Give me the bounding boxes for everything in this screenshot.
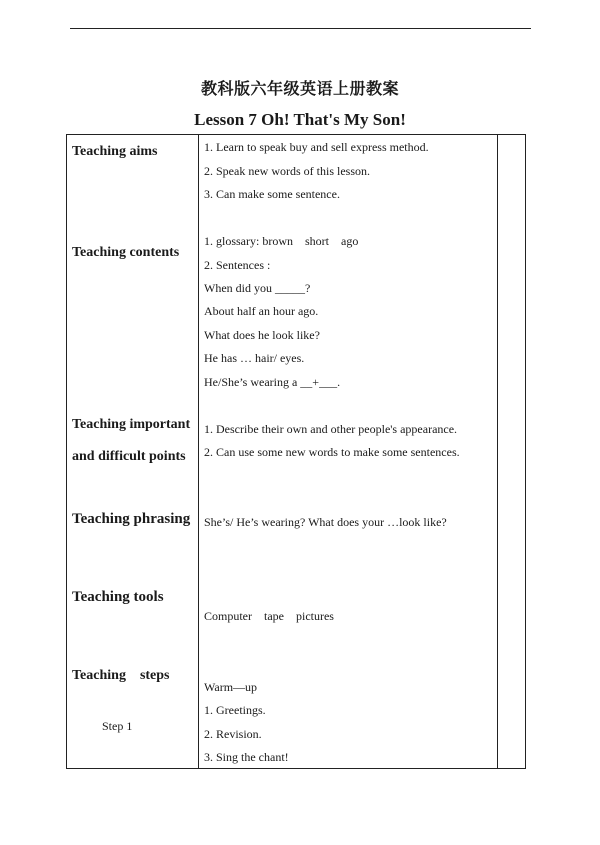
important-line: 1. Describe their own and other people's appearance.	[204, 422, 458, 436]
notes-column-divider	[497, 134, 498, 769]
contents-line: When did you _____?	[204, 281, 311, 295]
header-rule	[70, 28, 531, 29]
contents-line: 2. Sentences :	[204, 258, 271, 272]
tools-line: Computer tape pictures	[204, 609, 334, 623]
label-teaching-aims: Teaching aims	[72, 144, 158, 159]
label-teaching-steps: Teaching steps	[72, 668, 170, 683]
contents-line: He/She’s wearing a __+___.	[204, 375, 341, 389]
label-teaching-tools: Teaching tools	[72, 589, 164, 605]
label-teaching-contents: Teaching contents	[72, 245, 180, 260]
label-teaching-phrasing: Teaching phrasing	[72, 511, 191, 527]
aims-line: 2. Speak new words of this lesson.	[204, 164, 370, 178]
aims-line: 3. Can make some sentence.	[204, 187, 340, 201]
steps-line: Warm—up	[204, 680, 258, 694]
steps-line: 3. Sing the chant!	[204, 750, 289, 764]
important-line: 2. Can use some new words to make some sentences.	[204, 445, 460, 459]
step-1-label: Step 1	[102, 719, 133, 733]
contents-line: What does he look like?	[204, 328, 320, 342]
contents-line: He has … hair/ eyes.	[204, 351, 305, 365]
label-column-divider	[198, 134, 199, 769]
lesson-title: Lesson 7 Oh! That's My Son!	[194, 110, 406, 129]
steps-line: 2. Revision.	[204, 727, 262, 741]
phrasing-line: She’s/ He’s wearing? What does your …look like?	[204, 515, 447, 529]
steps-line: 1. Greetings.	[204, 703, 266, 717]
aims-line: 1. Learn to speak buy and sell express method.	[204, 140, 429, 154]
contents-line: About half an hour ago.	[204, 304, 319, 318]
contents-line: 1. glossary: brown short ago	[204, 234, 359, 248]
label-difficult-points: and difficult points	[72, 449, 186, 464]
document-title: 教科版六年级英语上册教案	[200, 79, 399, 98]
label-teaching-important: Teaching important	[72, 417, 191, 432]
